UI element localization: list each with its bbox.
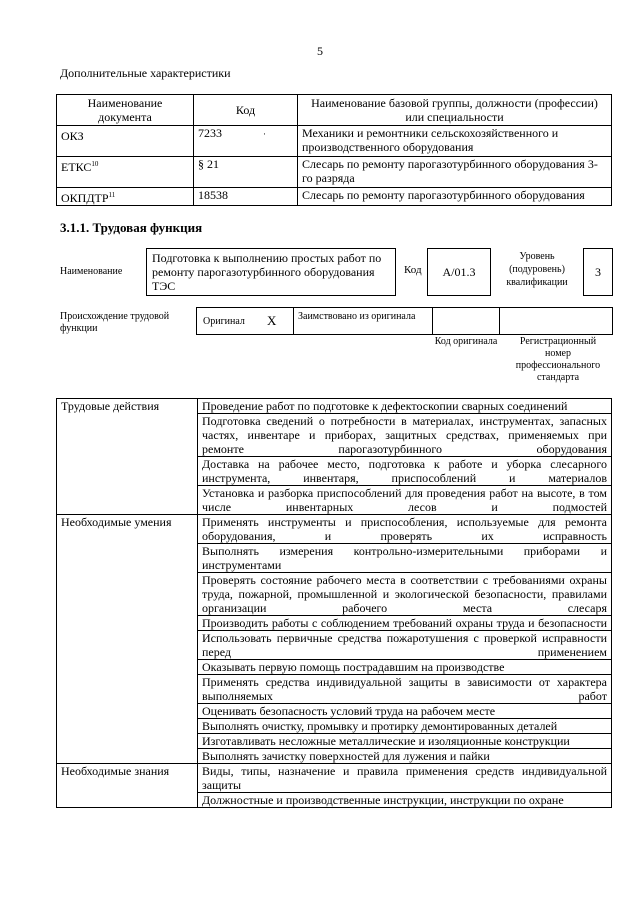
name-cell: Слесарь по ремонту парогазотурбинного оборудования	[298, 188, 612, 206]
registration-caption: Регистрационный номер профессионального стандарта	[515, 336, 601, 383]
item-cell: Применять средства индивидуальной защиты в зависимости от характера выполняемых работ	[198, 675, 612, 704]
additional-characteristics-table	[56, 94, 612, 206]
table-row	[57, 515, 612, 544]
table-row	[57, 399, 612, 414]
item-cell: Проверять состояние рабочего места в соответствии с требованиями охраны труда, пожарной, промышленной и экологической безопасности, правилами организации рабочего места слесаря	[198, 573, 612, 616]
item-cell: Использовать первичные средства пожаротушения с проверкой исправности перед применением	[198, 631, 612, 660]
code-cell: § 21	[194, 157, 298, 188]
function-title: 3.1.1. Трудовая функция	[60, 220, 203, 235]
name-label: Наименование	[60, 266, 123, 277]
doc-cell: ОКЗ	[57, 126, 194, 157]
item-cell: Проведение работ по подготовке к дефектоскопии сварных соединений	[198, 399, 612, 414]
item-cell: Доставка на рабочее место, подготовка к работе и уборка слесарного инструмента, инвентаря, приспособлений и материалов	[198, 457, 612, 486]
category-cell: Необходимые умения	[57, 515, 198, 764]
item-cell: Применять инструменты и приспособления, используемые для ремонта оборудования, и проверять их исправность	[198, 515, 612, 544]
borrowed-box	[293, 307, 433, 335]
name-cell: Механики и ремонтники сельскохозяйственного и производственного оборудования	[298, 126, 612, 157]
item-cell: Выполнять очистку, промывку и протирку демонтированных деталей	[198, 719, 612, 734]
function-name-box: Подготовка к выполнению простых работ по ремонту парогазотурбинного оборудования ТЭС	[146, 248, 396, 296]
item-cell: Изготавливать несложные металлические и изоляционные конструкции	[198, 734, 612, 749]
table-row	[57, 126, 612, 157]
origin-label: Происхождение трудовой функции	[60, 311, 170, 334]
column-header: Наименование базовой группы, должности (профессии) или специальности	[298, 95, 612, 126]
function-content-table	[56, 398, 612, 808]
doc-cell: ЕТКС$^{10}$	[57, 157, 194, 188]
original-box	[196, 307, 294, 335]
function-code-box: A/01.3	[427, 248, 491, 296]
name-cell: Слесарь по ремонту парогазотурбинного оборудования 3-го разряда	[298, 157, 612, 188]
item-cell: Оказывать первую помощь пострадавшим на производстве	[198, 660, 612, 675]
column-header: Код	[194, 95, 298, 126]
code-cell: 7233 ·	[194, 126, 298, 157]
table-row	[57, 764, 612, 793]
category-cell: Необходимые знания	[57, 764, 198, 808]
borrowed-label: Заимствовано из оригинала	[298, 311, 416, 322]
table-row	[57, 188, 612, 206]
section-title: Дополнительные характеристики	[60, 66, 231, 80]
item-cell: Виды, типы, назначение и правила применения средств индивидуальной защиты	[198, 764, 612, 793]
original-code-box	[432, 307, 500, 335]
column-header: Наименование документа	[57, 95, 194, 126]
item-cell: Подготовка сведений о потребности в материалах, инструментах, запасных частях, инвентаре и приборах, защитных средствах, применяемых при ремонте парогазотурбинного оборудования	[198, 414, 612, 457]
code-cell: 18538	[194, 188, 298, 206]
level-label: Уровень (подуровень) квалификации	[506, 251, 568, 288]
registration-box	[499, 307, 613, 335]
item-cell: Выполнять зачистку поверхностей для лужения и пайки	[198, 749, 612, 764]
item-cell: Установка и разборка приспособлений для проведения работ на высоте, в том числе инвентарных лесов и подмостей	[198, 486, 612, 515]
doc-cell: ОКПДТР$^{11}$	[57, 188, 194, 206]
item-cell: Производить работы с соблюдением требований охраны труда и безопасности	[198, 616, 612, 631]
item-cell: Выполнять измерения контрольно-измерительными приборами и инструментами	[198, 544, 612, 573]
table-row	[57, 157, 612, 188]
stray-mark: ·	[263, 129, 266, 139]
category-cell: Трудовые действия	[57, 399, 198, 515]
table-header-row	[57, 95, 612, 126]
item-cell: Должностные и производственные инструкции, инструкции по охране	[198, 793, 612, 808]
code-caption: Код оригинала	[434, 336, 498, 347]
item-cell: Оценивать безопасность условий труда на рабочем месте	[198, 704, 612, 719]
original-mark: X	[267, 313, 277, 328]
code-label: Код	[404, 264, 422, 276]
page-number: 5	[317, 44, 323, 58]
level-box: 3	[583, 248, 613, 296]
original-label: Оригинал	[203, 316, 245, 327]
